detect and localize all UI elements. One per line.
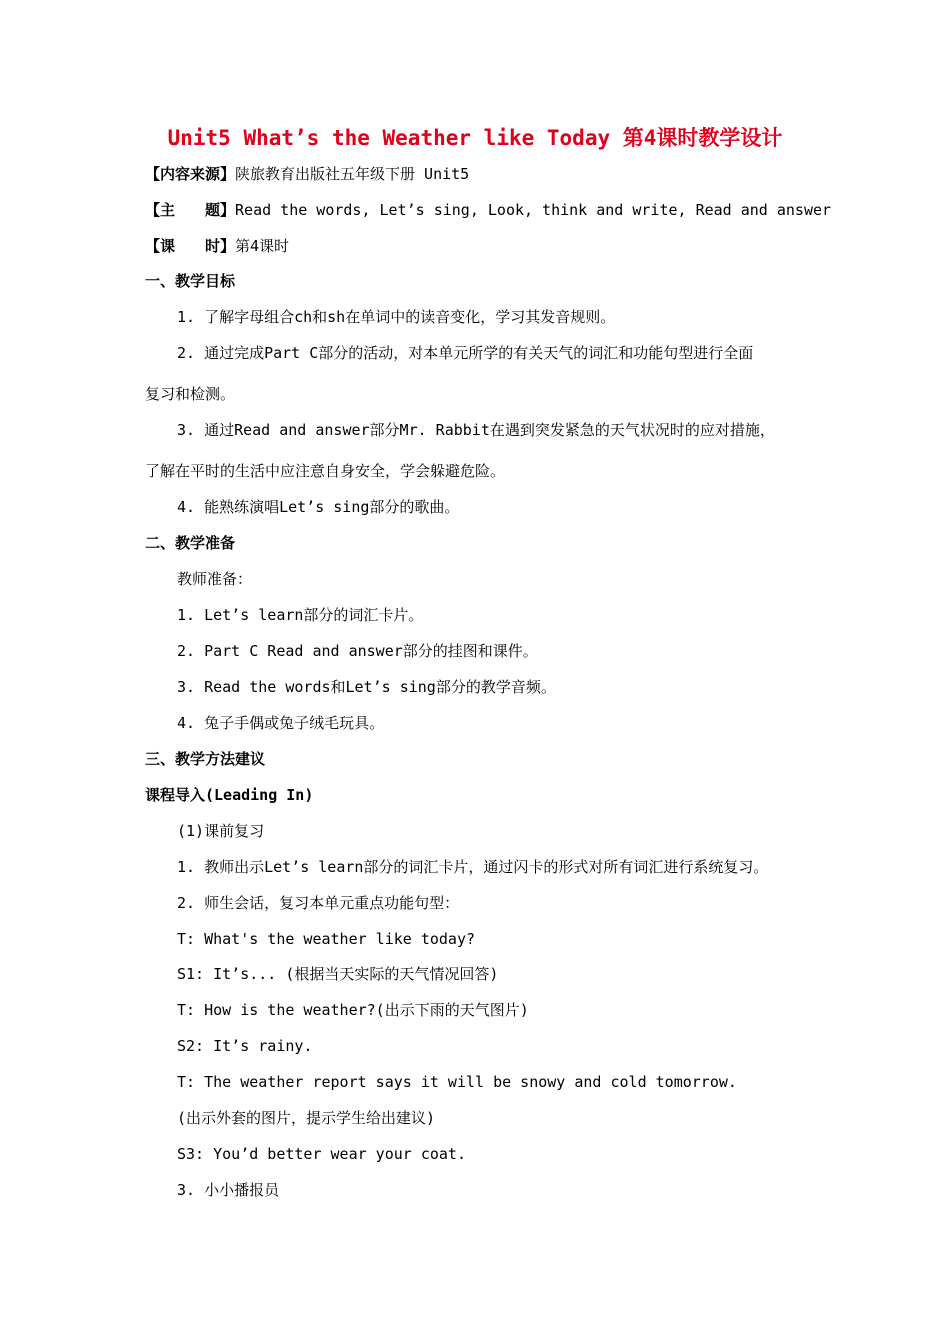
method-line: 2. 师生会话，复习本单元重点功能句型： <box>177 894 460 912</box>
document-title: Unit5 What’s the Weather like Today 第4课时教学设计 <box>167 126 783 150</box>
preparation-line: 教师准备： <box>177 570 253 588</box>
subheading-leading-in: 课程导入(Leading In) <box>145 786 314 804</box>
method-line: 3. 小小播报员 <box>177 1181 280 1199</box>
dialogue-line: S3: You’d better wear your coat. <box>177 1145 466 1163</box>
meta-topic-label: 【主 题】 <box>145 201 236 219</box>
preparation-line: 1. Let’s learn部分的词汇卡片。 <box>177 606 424 624</box>
meta-period <box>145 236 289 256</box>
meta-source-label: 【内容来源】 <box>145 165 236 183</box>
objective-line: 了解在平时的生活中应注意自身安全，学会躲避危险。 <box>145 462 506 480</box>
dialogue-line: (出示外套的图片，提示学生给出建议) <box>177 1109 436 1127</box>
objective-line: 3. 通过Read and answer部分Mr. Rabbit在遇到突发紧急的天气状况时的应对措施， <box>177 421 775 439</box>
preparation-line: 4. 兔子手偶或兔子绒毛玩具。 <box>177 714 385 732</box>
preparation-line: 2. Part C Read and answer部分的挂图和课件。 <box>177 642 538 660</box>
meta-period-value: 第4课时 <box>235 237 290 255</box>
objective-line: 4. 能熟练演唱Let’s sing部分的歌曲。 <box>177 498 460 516</box>
dialogue-line: T: How is the weather?(出示下雨的天气图片) <box>177 1001 529 1019</box>
section-heading-preparation: 二、教学准备 <box>145 534 236 552</box>
section-heading-methods: 三、教学方法建议 <box>145 750 266 768</box>
objective-line: 复习和检测。 <box>145 385 236 403</box>
section-heading-objectives: 一、教学目标 <box>145 272 236 290</box>
meta-topic <box>145 200 831 220</box>
dialogue-line: S2: It’s rainy. <box>177 1037 313 1055</box>
objective-line: 1. 了解字母组合ch和sh在单词中的读音变化，学习其发音规则。 <box>177 308 616 326</box>
preparation-line: 3. Read the words和Let’s sing部分的教学音频。 <box>177 678 556 696</box>
meta-source <box>145 164 469 184</box>
method-line: (1)课前复习 <box>177 822 265 840</box>
objective-line: 2. 通过完成Part C部分的活动，对本单元所学的有关天气的词汇和功能句型进行全面 <box>177 344 754 362</box>
meta-topic-value: Read the words, Let’s sing, Look, think and write, Read and answer <box>235 201 832 219</box>
meta-period-label: 【课 时】 <box>145 237 236 255</box>
dialogue-line: T: What's the weather like today? <box>177 930 476 948</box>
method-line: 1. 教师出示Let’s learn部分的词汇卡片，通过闪卡的形式对所有词汇进行系统复习。 <box>177 858 769 876</box>
meta-source-value: 陕旅教育出版社五年级下册 Unit5 <box>235 165 470 183</box>
dialogue-line: T: The weather report says it will be snowy and cold tomorrow. <box>177 1073 737 1091</box>
dialogue-line: S1: It’s... (根据当天实际的天气情况回答) <box>177 965 499 983</box>
